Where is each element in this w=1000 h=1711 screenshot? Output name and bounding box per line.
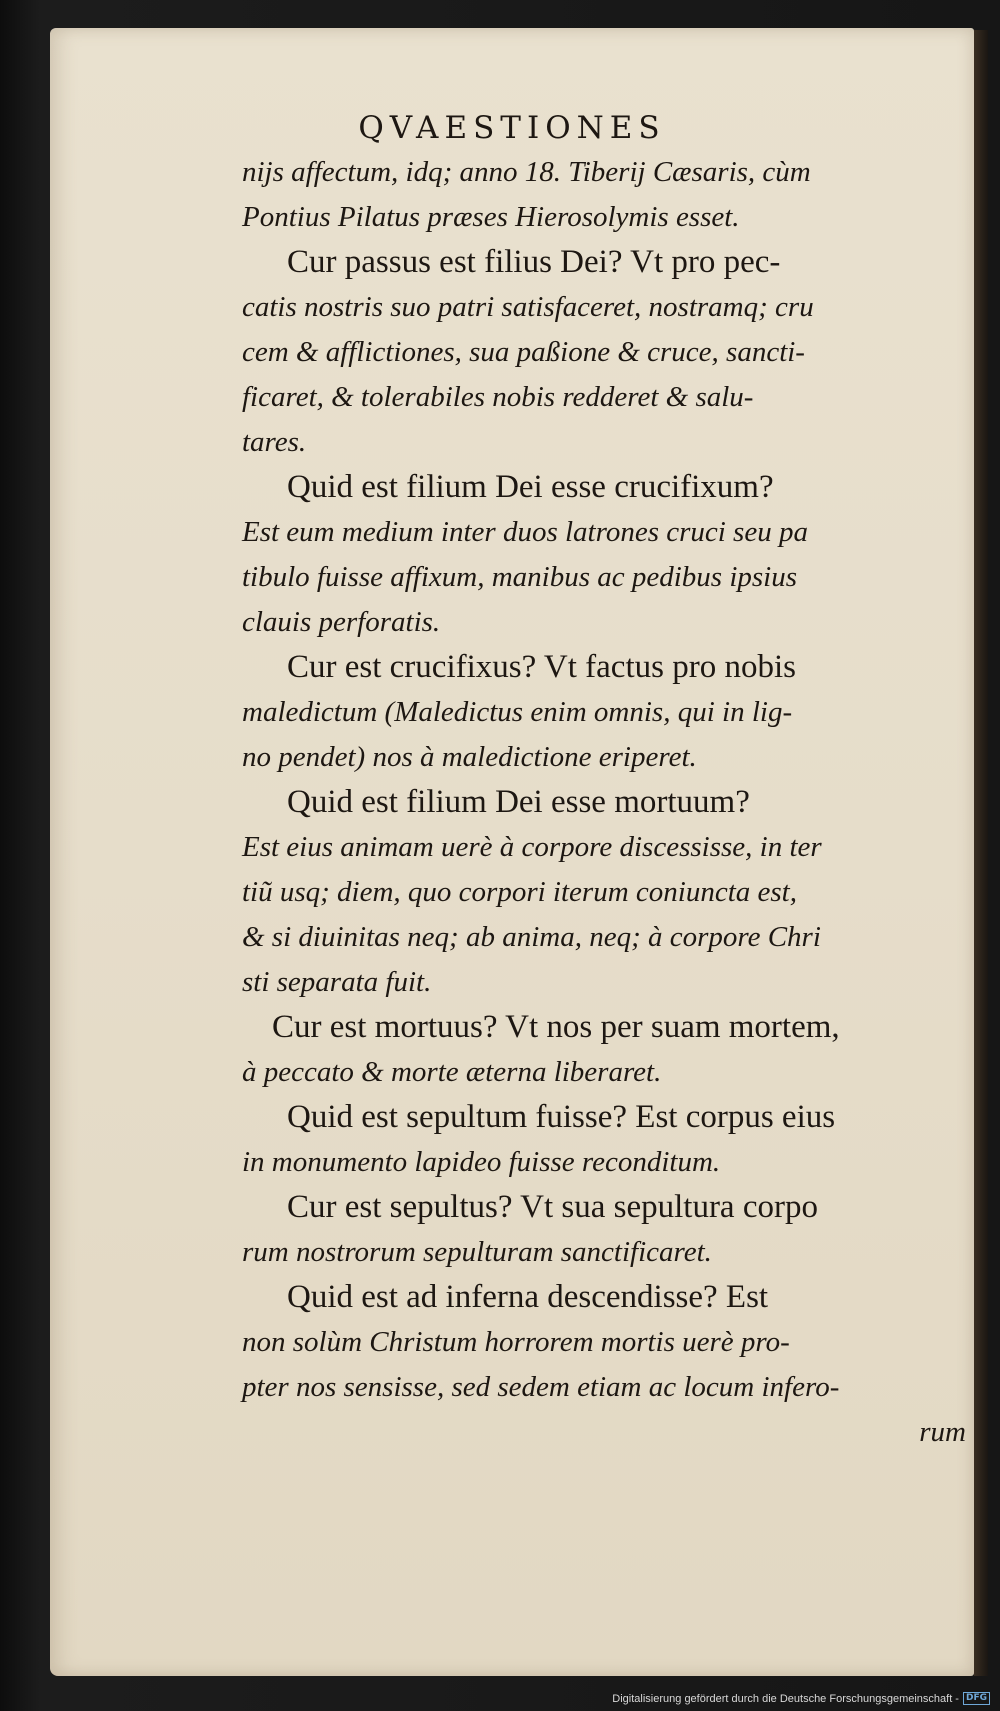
text-line: rum nostrorum sepulturam sanctificaret.	[242, 1236, 712, 1268]
text-line: pter nos sensisse, sed sedem etiam ac locum infero-	[242, 1371, 840, 1403]
question-line: Cur est sepultus? Vt sua sepultura corpo	[287, 1189, 818, 1225]
running-head: QVAESTIONES	[358, 110, 666, 146]
question-line: Quid est filium Dei esse mortuum?	[287, 784, 750, 820]
question-line: Quid est ad inferna descendisse? Est	[287, 1279, 769, 1315]
catchword: rum	[919, 1416, 966, 1448]
question-line: Cur est crucifixus? Vt factus pro nobis	[287, 649, 796, 685]
text-line: sti separata fuit.	[242, 966, 432, 998]
text-line: no pendet) nos à maledictione eriperet.	[242, 741, 697, 773]
text-line: in monumento lapideo fuisse reconditum.	[242, 1146, 721, 1178]
text-line: tibulo fuisse affixum, manibus ac pedibus ipsius	[242, 561, 798, 593]
text-line: catis nostris suo patri satisfaceret, nostramq; cru	[242, 291, 814, 323]
text-line: nijs affectum, idq; anno 18. Tiberij Cæsaris, cùm	[242, 156, 811, 188]
text-line: tiũ usq; diem, quo corpori iterum coniuncta est,	[242, 876, 797, 908]
text-line: Pontius Pilatus præses Hierosolymis esset.	[242, 201, 740, 233]
page-text	[242, 150, 974, 1455]
question-line: Quid est sepultum fuisse? Est corpus eius	[287, 1099, 836, 1135]
text-line: & si diuinitas neq; ab anima, neq; à corpore Chri	[242, 921, 821, 953]
text-line: clauis perforatis.	[242, 606, 441, 638]
book-edge	[974, 30, 988, 1676]
text-line: maledictum (Maledictus enim omnis, qui in lig-	[242, 696, 793, 728]
credit-text: Digitalisierung gefördert durch die Deutsche Forschungsgemeinschaft -	[612, 1692, 959, 1705]
text-line: non solùm Christum horrorem mortis uerè pro-	[242, 1326, 790, 1358]
text-line: ficaret, & tolerabiles nobis redderet & salu-	[242, 381, 754, 413]
question-line: Quid est filium Dei esse crucifixum?	[287, 469, 774, 505]
text-line: à peccato & morte æterna liberaret.	[242, 1056, 662, 1088]
digitization-credit	[612, 1692, 990, 1705]
dfg-logo: DFG	[963, 1692, 990, 1705]
text-line: Est eius animam uerè à corpore discessisse, in ter	[242, 831, 822, 863]
question-line: Cur est mortuus? Vt nos per suam mortem,	[272, 1009, 840, 1045]
text-line: cem & afflictiones, sua paßione & cruce, sancti-	[242, 336, 805, 368]
text-line: Est eum medium inter duos latrones cruci seu pa	[242, 516, 808, 548]
text-line: tares.	[242, 426, 307, 458]
question-line: Cur passus est filius Dei? Vt pro pec-	[287, 244, 781, 280]
